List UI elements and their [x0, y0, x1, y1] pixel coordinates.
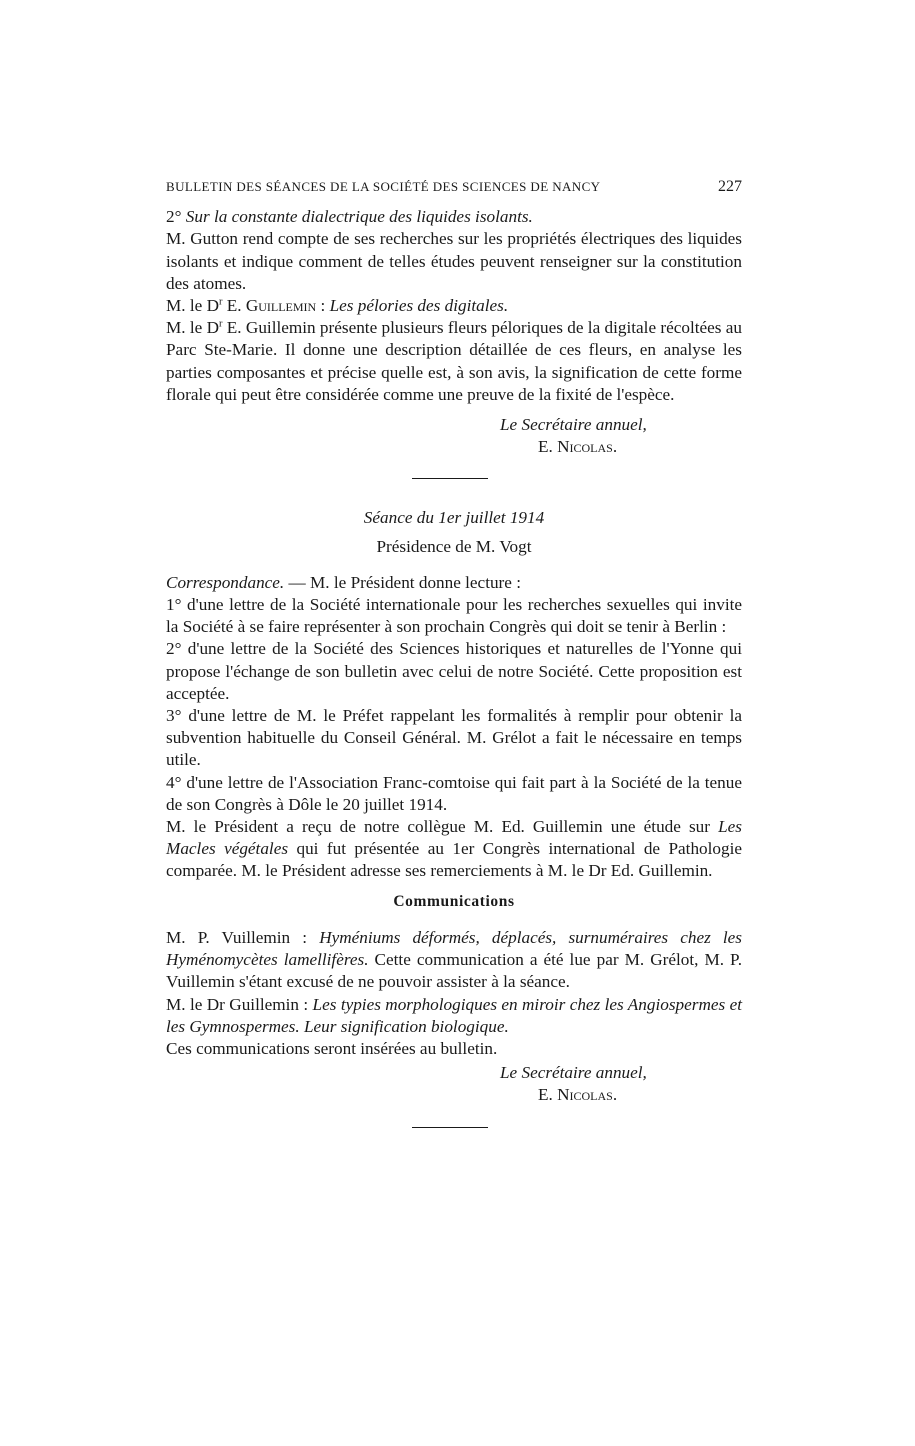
- communications-heading: Communications: [393, 892, 515, 910]
- section-divider: [412, 478, 488, 479]
- journal-title: BULLETIN DES SÉANCES DE LA SOCIÉTÉ DES SCIENCES DE NANCY: [166, 179, 601, 194]
- item-2-heading: 2° Sur la constante dialectrique des liquides isolants.: [166, 207, 533, 227]
- guillemin-paragraph: M. le $D^r$ E. Guillemin présente plusieurs fleurs péloriques de la digitale récoltées au Parc Ste-Marie. Il donne une description détaillée de ces fleurs, en analyse les parties composantes et précise quelle est, à son avis, la signification de cette forme florale qui peut être considérée comme une preuve de la fixité de l'espèce.: [166, 318, 742, 404]
- signature-role-2: Le Secrétaire annuel,: [500, 1063, 647, 1083]
- correspondance-intro: Correspondance. — M. le Président donne lecture :: [166, 572, 521, 592]
- letter-1: 1° d'une lettre de la Société internationale pour les recherches sexuelles qui invite la Société à se faire représenter à son prochain Congrès qui doit se tenir à Berlin :: [166, 595, 742, 637]
- letter-4: 4° d'une lettre de l'Association Franc-comtoise qui fait part à la Société de la tenue de son Congrès à Dôle le 20 juillet 1914.: [166, 772, 742, 814]
- document-page: [166, 176, 742, 1128]
- page-number: 227: [718, 178, 742, 195]
- recu-paragraph: M. le Président a reçu de notre collègue M. Ed. Guillemin une étude sur Les Macles végétales qui fut présentée au 1er Congrès international de Pathologie comparée. M. le Président adresse ses remerciements à M. le Dr Ed. Guillemin.: [166, 817, 743, 881]
- signature-name: E. Nicolas.: [538, 437, 618, 457]
- letter-2: 2° d'une lettre de la Société des Sciences historiques et naturelles de l'Yonne qui propose l'échange de son bulletin avec celui de notre Société. Cette proposition est acceptée.: [166, 639, 742, 703]
- inserees-paragraph: Ces communications seront insérées au bulletin.: [166, 1038, 498, 1058]
- seance-title: Séance du 1er juillet 1914: [363, 508, 545, 528]
- letter-3: 3° d'une lettre de M. le Préfet rappelant les formalités à remplir pour obtenir la subvention habituelle du Conseil Général. M. Grélot a fait le nécessaire en temps utile.: [166, 706, 742, 770]
- running-header: [166, 176, 742, 198]
- gutton-paragraph: M. Gutton rend compte de ses recherches sur les propriétés électriques des liquides isolants et indique comment de telles études peuvent renseigner sur la constitution des atomes.: [166, 229, 742, 293]
- guillemin-2-paragraph: M. le Dr Guillemin : Les typies morphologiques en miroir chez les Angiospermes et les Gymnospermes. Leur signification biologique.: [166, 994, 742, 1036]
- signature-role: Le Secrétaire annuel,: [500, 415, 647, 435]
- section-divider-2: [412, 1127, 488, 1128]
- signature-name-2: E. Nicolas.: [538, 1085, 618, 1105]
- presidence: Présidence de M. Vogt: [376, 536, 532, 556]
- vuillemin-paragraph: M. P. Vuillemin : Hyméniums déformés, déplacés, surnuméraires chez les Hyménomycètes lamellifères. Cette communication a été lue par M. Grélot, M. P. Vuillemin s'étant excusé de ne pouvoir assister à la séance.: [166, 927, 743, 992]
- guillemin-heading: M. le $D^r$ E. Guillemin : Les pélories des digitales.: [166, 296, 509, 316]
